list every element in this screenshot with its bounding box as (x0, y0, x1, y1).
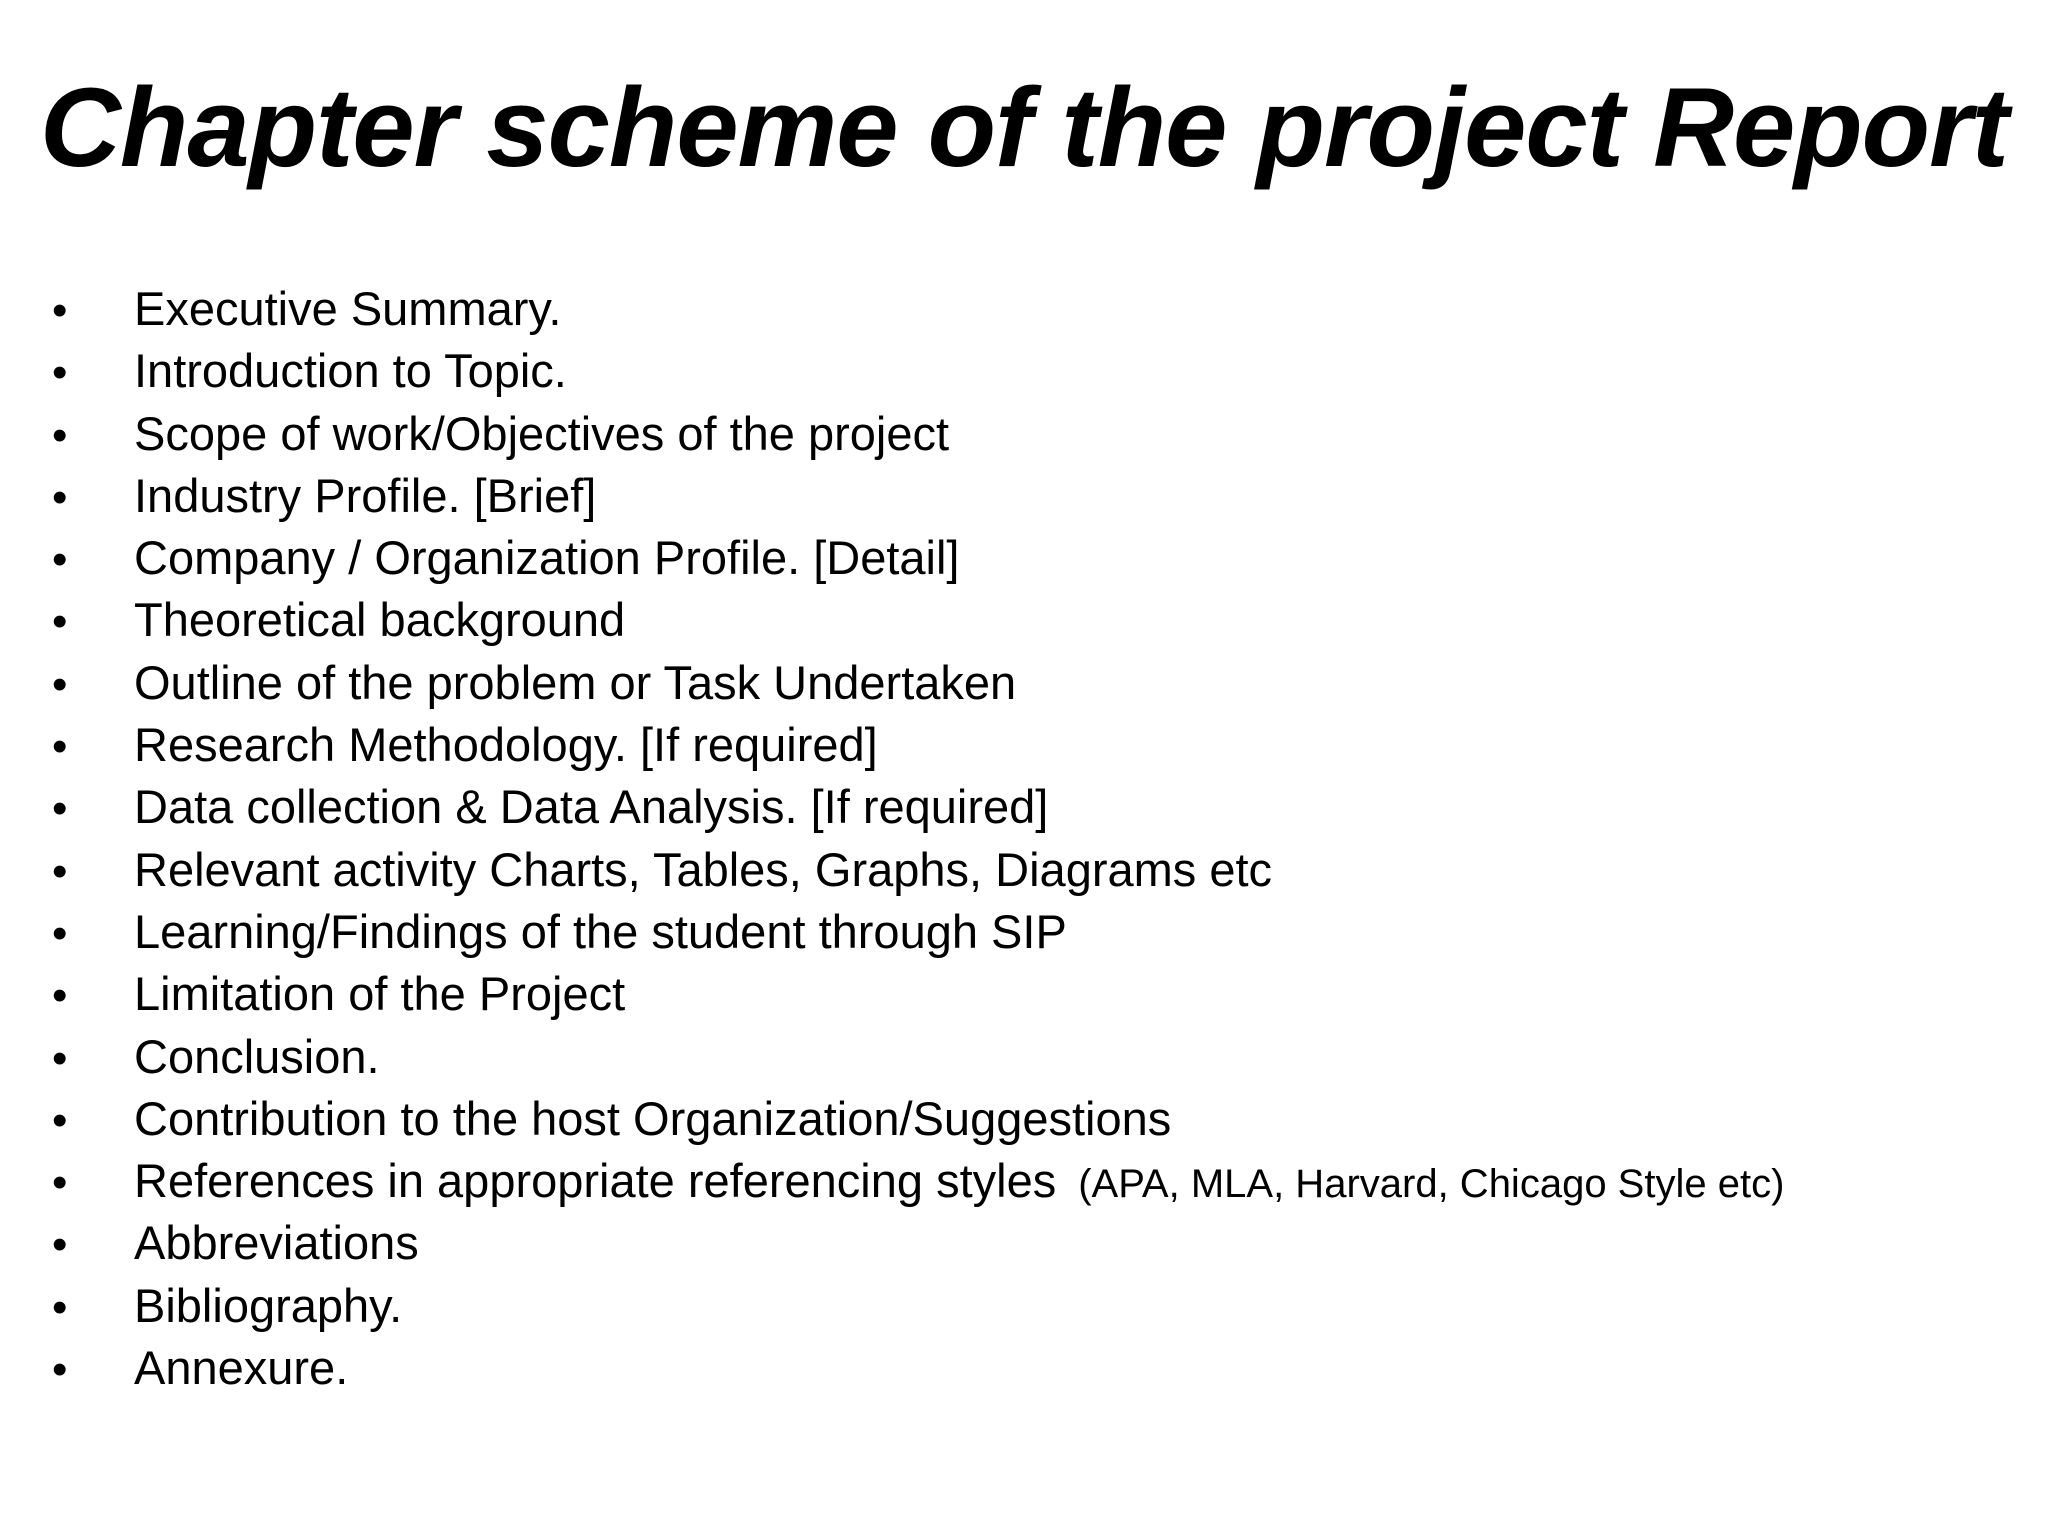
bullet-icon: • (52, 597, 68, 647)
list-item-text: Data collection & Data Analysis. [If required] (134, 780, 1049, 834)
bullet-icon: • (52, 535, 68, 585)
bullet-icon: • (52, 348, 68, 398)
list-item-text: Abbreviations (134, 1216, 419, 1270)
bullet-icon: • (52, 286, 68, 335)
list-item-text: Theoretical background (134, 593, 626, 647)
list-item-note: (APA, MLA, Harvard, Chicago Style etc) (1078, 1162, 1785, 1207)
list-item (52, 465, 2012, 527)
list-item (52, 839, 2012, 901)
list-item-text: Research Methodology. [If required] (134, 718, 878, 772)
list-item (52, 1337, 2012, 1399)
list-item (52, 776, 2012, 838)
bullet-icon: • (52, 846, 68, 896)
list-item-text: Conclusion. (134, 1029, 380, 1083)
list-item (52, 403, 2012, 465)
list-item-text: Industry Profile. [Brief] (134, 468, 597, 522)
list-item-text: Learning/Findings of the student through SIP (134, 904, 1067, 958)
list-item (52, 963, 2012, 1025)
bullet-icon: • (52, 1345, 68, 1395)
list-item-text: Contribution to the host Organization/Suggestions (134, 1091, 1172, 1145)
bullet-icon: • (52, 659, 68, 709)
list-item-text: Outline of the problem or Task Undertaken (134, 655, 1017, 709)
list-item (52, 652, 2012, 714)
list-item-text: Annexure. (134, 1341, 349, 1395)
list-item (52, 1026, 2012, 1088)
list-item-text: Relevant activity Charts, Tables, Graphs, Diagrams etc (134, 842, 1273, 896)
chapter-list (52, 278, 2012, 1399)
bullet-icon: • (52, 1033, 68, 1083)
list-item-text: Bibliography. (134, 1278, 403, 1332)
list-item (52, 589, 2012, 651)
bullet-icon: • (52, 410, 68, 460)
bullet-icon: • (52, 722, 68, 772)
list-item-text: References in appropriate referencing styles (134, 1154, 1057, 1208)
list-item (52, 1212, 2012, 1274)
bullet-icon: • (52, 1282, 68, 1332)
list-item (52, 714, 2012, 776)
list-item (52, 278, 2012, 340)
list-item-text: Executive Summary. (134, 282, 562, 335)
list-item-text: Limitation of the Project (134, 967, 626, 1021)
list-item-text: Scope of work/Objectives of the project (134, 406, 950, 460)
bullet-icon: • (52, 1220, 68, 1270)
bullet-icon: • (52, 971, 68, 1021)
bullet-icon: • (52, 1095, 68, 1145)
list-item (52, 901, 2012, 963)
list-item-text: Company / Organization Profile. [Detail] (134, 531, 960, 585)
list-item (52, 1088, 2012, 1150)
bullet-icon: • (52, 908, 68, 958)
list-item (52, 527, 2012, 589)
bullet-icon: • (52, 1158, 68, 1208)
bullet-icon: • (52, 784, 68, 834)
bullet-icon: • (52, 472, 68, 522)
list-item (52, 1150, 2012, 1212)
slide-title: Chapter scheme of the project Report (40, 65, 2008, 190)
list-item (52, 1275, 2012, 1337)
list-item (52, 340, 2012, 402)
list-item-text: Introduction to Topic. (134, 344, 567, 398)
